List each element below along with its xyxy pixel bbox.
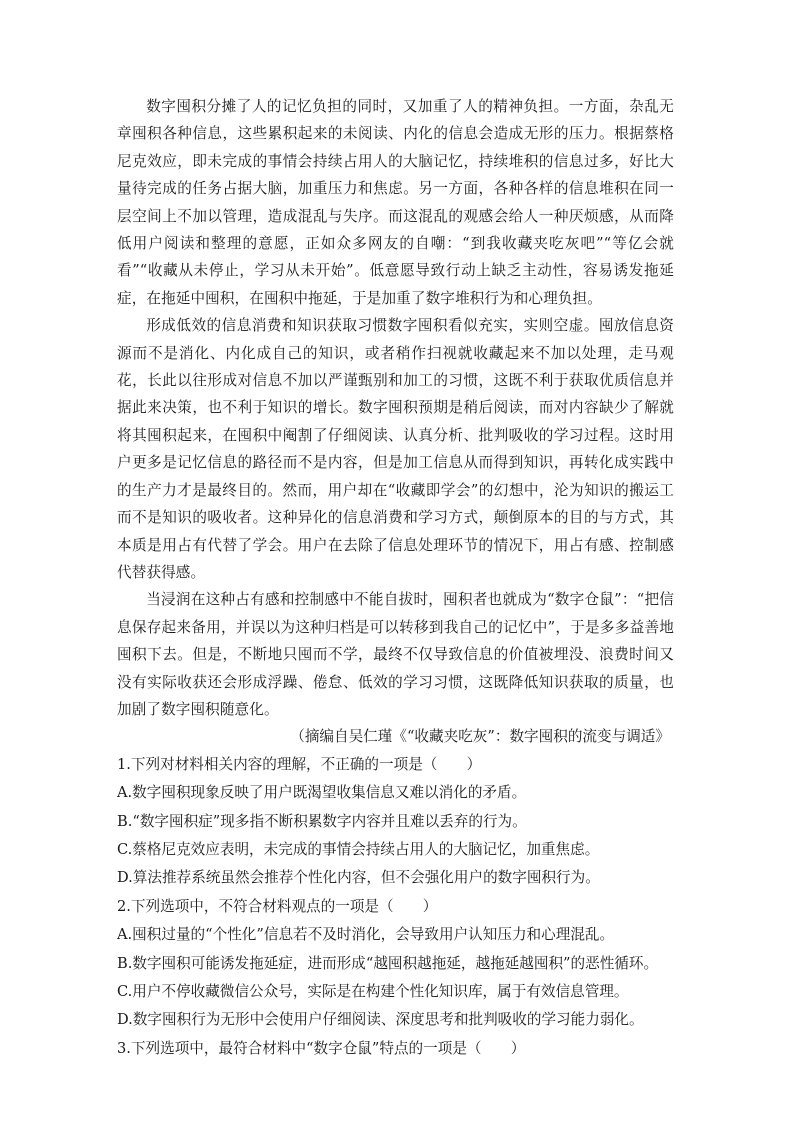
article-source: （摘编自吴仁瑾《“收藏夹吃灰”：数字囤积的流变与调适》 — [290, 728, 670, 746]
question-stem: 1.下列对材料相关内容的理解，不正确的一项是（ ） — [117, 755, 482, 773]
option-c: C.用户不停收藏微信公众号，实际是在构建个性化知识库，属于有效信息管理。 — [117, 983, 629, 1000]
question-stem: 2.下列选项中，不符合材料观点的一项是（ ） — [117, 897, 438, 915]
option-d: D.算法推荐系统虽然会推荐个性化内容，但不会强化用户的数字囤积行为。 — [117, 869, 600, 887]
question-3 — [117, 1035, 674, 1063]
option-b: B.数字囤积可能诱发拖延症，进而形成“越囤积越拖延，越拖延越囤积”的恶性循环。 — [117, 954, 659, 972]
option-a: A.数字囤积现象反映了用户既渴望收集信息又难以消化的矛盾。 — [117, 784, 527, 802]
option-a: A.囤积过量的“个性化”信息若不及时消化，会导致用户认知压力和心理混乱。 — [117, 926, 615, 944]
question-2 — [117, 893, 674, 1035]
option-b: B.“数字囤积症”现多指不断积累数字内容并且难以丢弃的行为。 — [117, 812, 527, 830]
article-paragraph-1: 数字囤积分摊了人的记忆负担的同时，又加重了人的精神负担。一方面，杂乱无章囤积各种信息，这些累积起来的未阅读、内化的信息会造成无形的压力。根据蔡格尼克效应，即未完成的事情会持续占用人的大脑记忆，持续堆积的信息过多，好比大量待完成的任务占据大脑，加重压力和焦虑。另一方面，各种各样的信息堆积在同一层空间上不加以管理，造成混乱与失序。而这混乱的观感会给人一种厌烦感，从而降低用户阅读和整理的意愿，正如众多网友的自嘲：“到我收藏夹吃灰吧”“等亿会就看”“收藏从未停止，学习从未开始”。低意愿导致行动上缺乏主动性，容易诱发拖延症，在拖延中囤积，在囤积中拖延，于是加重了数字堆积行为和心理负担。 — [117, 98, 674, 307]
article-paragraph-2: 形成低效的信息消费和知识获取习惯数字囤积看似充实，实则空虚。囤放信息资源而不是消化、内化成自己的知识，或者稍作扫视就收藏起来不加以处理，走马观花，长此以往形成对信息不加以严谨甄别和加工的习惯，这既不利于获取优质信息并据此来决策，也不利于知识的增长。数字囤积预期是稍后阅读，而对内容缺少了解就将其囤积起来，在囤积中阉割了仔细阅读、认真分析、批判吸收的学习过程。这时用户更多是记忆信息的路径而不是内容，但是加工信息从而得到知识，再转化成实践中的生产力才是最终目的。然而，用户却在“收藏即学会”的幻想中，沦为知识的搬运工而不是知识的吸收者。这种异化的信息消费和学习方式，颠倒原本的目的与方式，其本质是用占有代替了学会。用户在去除了信息处理环节的情况下，用占有感、控制感代替获得感。 — [117, 317, 674, 581]
option-d: D.数字囤积行为无形中会使用户仔细阅读、深度思考和批判吸收的学习能力弱化。 — [117, 1011, 644, 1029]
article-paragraph-3: 当浸润在这种占有感和控制感中不能自拔时，囤积者也就成为“数字仓鼠”：“把信息保存起来备用，并误以为这种归档是可以转移到我自己的记忆中”，于是多多益善地囤积下去。但是，不断地只囤而不学，最终不仅导致信息的价值被埋没、浪费时间又没有实际收获还会形成浮躁、倦怠、低效的学习习惯，这既降低知识获取的质量，也加剧了数字囤积随意化。 — [117, 591, 674, 718]
document-page — [117, 93, 674, 1063]
question-stem: 3.下列选项中，最符合材料中“数字仓鼠”特点的一项是（ ） — [117, 1039, 526, 1057]
option-c: C.蔡格尼克效应表明，未完成的事情会持续占用人的大脑记忆，加重焦虑。 — [117, 840, 600, 858]
question-1 — [117, 751, 674, 893]
